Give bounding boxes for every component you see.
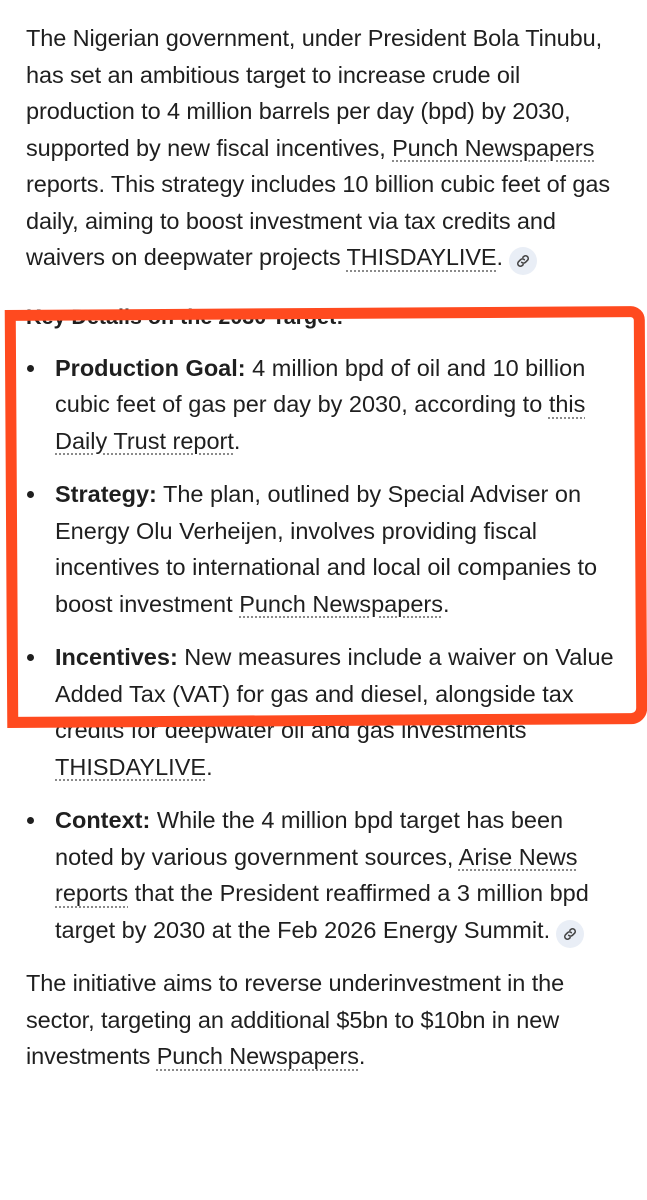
list-item (26, 350, 626, 460)
bullet-dot (27, 817, 34, 824)
key-details-list (26, 350, 626, 949)
link-icon (562, 926, 578, 942)
bullet-after: . (442, 590, 450, 617)
bullet-dot (27, 491, 34, 498)
source-link-punch[interactable]: Punch Newspapers (392, 134, 595, 161)
link-icon (515, 253, 531, 269)
intro-text: The Nigerian government, under President Bola Tinubu, has set an ambitious target to increase crude oil production to 4 million barrels per day (bpd) by 2030, supported by new fiscal incentives, (26, 25, 603, 161)
source-link-arise-news[interactable]: Arise News reports (55, 843, 578, 906)
bullet-dot (27, 654, 34, 661)
source-link-punch[interactable]: Punch Newspapers (156, 1043, 359, 1069)
intro-paragraph (26, 20, 626, 276)
source-link-thisdaylive[interactable]: THISDAYLIVE (346, 244, 497, 270)
list-item (26, 639, 626, 785)
bullet-text: 4 million bpd of oil and 10 billion cubic feet of gas per day by 2030, according to (55, 354, 586, 417)
source-link-thisdaylive[interactable]: THISDAYLIVE (55, 753, 207, 780)
source-link-punch[interactable]: Punch Newspapers (239, 590, 443, 617)
bullet-text: While the 4 million bpd target has been noted by various government sources, (55, 807, 564, 870)
intro-text-2: reports. This strategy includes 10 billion cubic feet of gas daily, aiming to boost investment via tax credits and waivers on deepwater projects (26, 171, 610, 270)
link-chip-button[interactable] (509, 247, 537, 275)
closing-text: The initiative aims to reverse underinvestment in the sector, targeting an additional $5bn to $10bn in new investments (26, 970, 565, 1069)
link-chip-button[interactable] (556, 920, 584, 948)
intro-text-3: . (496, 244, 503, 270)
bullet-text: The plan, outlined by Special Adviser on Energy Olu Verheijen, involves providing fiscal incentives to international and local oil companies to boost investment (55, 481, 598, 617)
answer-content (26, 20, 626, 1075)
bullet-label: Incentives: (55, 644, 178, 670)
list-item (26, 476, 626, 622)
bullet-label: Strategy: (55, 481, 157, 507)
bullet-label: Production Goal: (55, 354, 246, 381)
list-item (26, 802, 626, 948)
bullet-dot (27, 365, 34, 372)
bullet-after: . (206, 753, 213, 780)
closing-after: . (358, 1043, 366, 1069)
bullet-after: . (233, 427, 241, 454)
bullet-after: that the President reaffirmed a 3 million bpd target by 2030 at the Feb 2026 Energy Summit. (55, 880, 589, 943)
closing-paragraph (26, 965, 626, 1075)
section-heading: Key Details on the 2030 Target: (26, 304, 344, 329)
source-link-daily-trust[interactable]: this Daily Trust report (55, 391, 586, 454)
bullet-label: Context: (55, 807, 151, 833)
bullet-text: New measures include a waiver on Value Added Tax (VAT) for gas and diesel, alongside tax credits for deepwater oil and gas investments (55, 644, 614, 743)
